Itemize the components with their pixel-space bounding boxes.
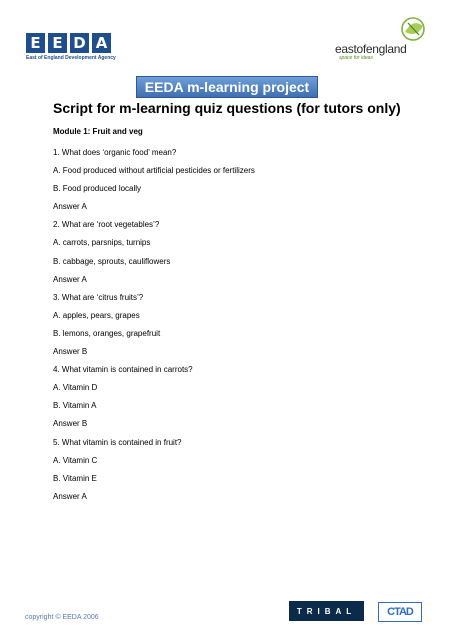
copyright-notice: copyright © EEDA 2006 [25,614,99,621]
eeda-letter: A [92,33,111,53]
quiz-line: 4. What vitamin is contained in carrots? [53,365,193,375]
quiz-line: 1. What does ‘organic food’ mean? [53,148,177,157]
quiz-line: A. Vitamin C [53,455,98,465]
module-heading: Module 1: Fruit and veg [53,127,143,136]
tribal-logo: TRIBAL [289,601,364,621]
quiz-content [53,127,255,510]
quiz-line: A. Food produced without artificial pesticides or fertilizers [53,166,255,176]
east-of-england-logo [335,16,435,64]
quiz-line: 5. What vitamin is contained in fruit? [53,437,182,447]
quiz-line: A. carrots, parsnips, turnips [53,238,151,248]
quiz-line: 3. What are ‘citrus fruits’? [53,292,144,302]
quiz-line: B. Vitamin A [53,401,97,411]
quiz-line: Answer A [53,491,87,501]
quiz-line: 2. What are ‘root vegetables’? [53,220,160,230]
quiz-line: B. Vitamin E [53,473,97,483]
eoe-name: eastofengland [335,42,407,56]
quiz-line: B. Food produced locally [53,184,142,194]
quiz-line: B. lemons, oranges, grapefruit [53,328,161,338]
page-title: Script for m-learning quiz questions (for tutors only) [53,100,401,116]
eoe-tagline: space for ideas [339,55,373,61]
quiz-line: A. apples, pears, grapes [53,310,140,320]
quiz-line: Answer A [53,274,87,284]
quiz-line: Answer B [53,419,88,429]
quiz-line: B. cabbage, sprouts, cauliflowers [53,256,171,266]
ctad-logo: CTAD [378,602,422,622]
quiz-line: Answer A [53,202,87,212]
eeda-logo [26,33,116,61]
eeda-tagline: East of England Development Agency [26,55,116,61]
eeda-letter: E [48,33,67,53]
quiz-line: Answer B [53,347,88,357]
eeda-letter: D [70,33,89,53]
quiz-line: A. Vitamin D [53,383,98,393]
eeda-letter: E [26,33,45,53]
project-banner: EEDA m-learning project [136,76,318,98]
